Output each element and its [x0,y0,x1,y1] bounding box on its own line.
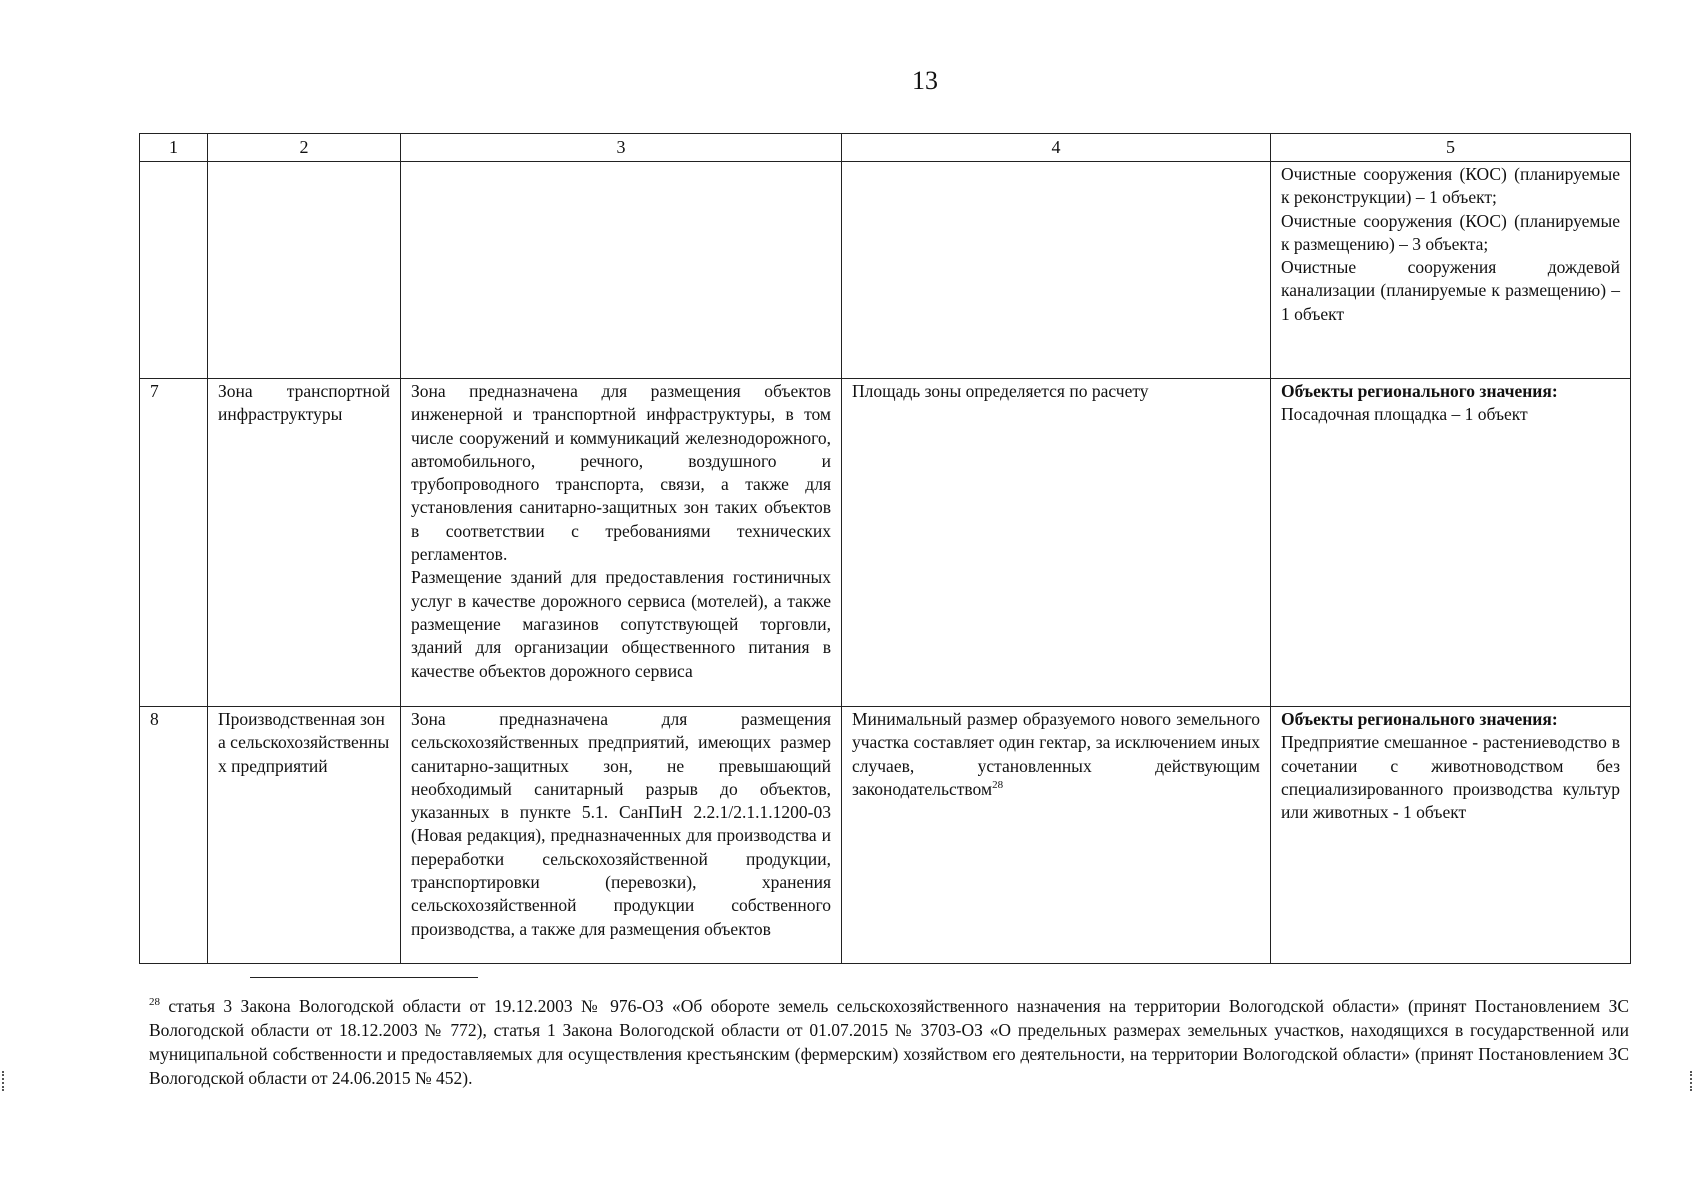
column-header-3: 3 [401,134,842,162]
zone-name: Зона транспортной инфраструктуры [208,379,401,707]
footnote [149,994,1629,1090]
table-header-row [140,134,1631,162]
cell-empty [208,162,401,379]
cell-empty [140,162,208,379]
zone-objects [1271,707,1631,964]
objects-item: Очистные сооружения (КОС) (планируемые к размещению) – 3 объекта; [1281,210,1620,254]
objects-text: Посадочная площадка – 1 объект [1281,404,1528,425]
objects-text: Предприятие смешанное - растениеводство в сочетании с животноводством без специализированного производства культур или животных - 1 объект [1281,732,1620,823]
footnote-reference[interactable]: 28 [992,779,1004,792]
zone-name: Производственная зона сельскохозяйственных предприятий [208,707,401,964]
column-header-5: 5 [1271,134,1631,162]
zone-parameters-text: Минимальный размер образуемого нового земельного участка составляет один гектар, за исключением иных случаев, установленных действующим законодательством [852,709,1260,799]
column-header-4: 4 [842,134,1271,162]
footnote-separator [250,977,478,978]
zones-table [139,133,1631,964]
footnote-marker: 28 [149,996,160,1009]
zone-purpose-paragraph: Зона предназначена для размещения объектов инженерной и транспортной инфраструктуры, в том числе сооружений и коммуникаций железнодорожного, автомобильного, речного, воздушного и трубопроводного транспорта, связи, а также для установления санитарно-защитных зон таких объектов в соответствии с требованиями технических регламентов. [411,381,831,565]
zone-purpose: Зона предназначена для размещения сельскохозяйственных предприятий, имеющих размер санитарно-защитных зон, не превышающий необходимый санитарный разрыв до объектов, указанных в пункте 5.1. СанПиН 2.2.1/2.1.1.1200-03 (Новая редакция), предназначенных для производства и переработки сельскохозяйственной продукции, транспортировки (перевозки), хранения сельскохозяйственной продукции собственного производства, а также для размещения объектов [401,707,842,964]
table-row-8 [140,707,1631,964]
zone-parameters [842,707,1271,964]
scan-edge-mark [2,1071,7,1091]
zone-parameters: Площадь зоны определяется по расчету [842,379,1271,707]
cell-empty [842,162,1271,379]
objects-heading: Объекты регионального значения: [1281,381,1558,401]
column-header-1: 1 [140,134,208,162]
objects-item: Очистные сооружения (КОС) (планируемые к реконструкции) – 1 объект; [1281,164,1620,208]
column-header-2: 2 [208,134,401,162]
scan-edge-mark [1690,1071,1695,1091]
page-number: 13 [912,66,938,95]
zone-purpose-paragraph: Размещение зданий для предоставления гостиничных услуг в качестве дорожного сервиса (мотелей), а также размещение магазинов сопутствующей торговли, зданий для организации общественного питания в качестве объектов дорожного сервиса [411,567,831,681]
table-row-continued [140,162,1631,379]
footnote-text: статья 3 Закона Вологодской области от 19.12.2003 № 976-ОЗ «Об обороте земель сельскохозяйственного назначения на территории Вологодской области» (принят Постановлением ЗС Вологодской области от 18.12.2003 № 772), статья 1 Закона Вологодской области от 01.07.2015 № 3703-ОЗ «О предельных размерах земельных участков, находящихся в государственной или муниципальной собственности и предоставляемых для осуществления крестьянским (фермерским) хозяйством его деятельности, на территории Вологодской области» (принят Постановлением ЗС Вологодской области от 24.06.2015 № 452). [149,996,1630,1088]
zone-objects [1271,379,1631,707]
cell-empty [401,162,842,379]
objects-heading: Объекты регионального значения: [1281,709,1558,729]
row-number: 7 [140,379,208,707]
row-number: 8 [140,707,208,964]
objects-item: Очистные сооружения дождевой канализации (планируемые к размещению) – 1 объект [1281,257,1620,324]
cell-objects [1271,162,1631,379]
zone-purpose [401,379,842,707]
table-row-7 [140,379,1631,707]
